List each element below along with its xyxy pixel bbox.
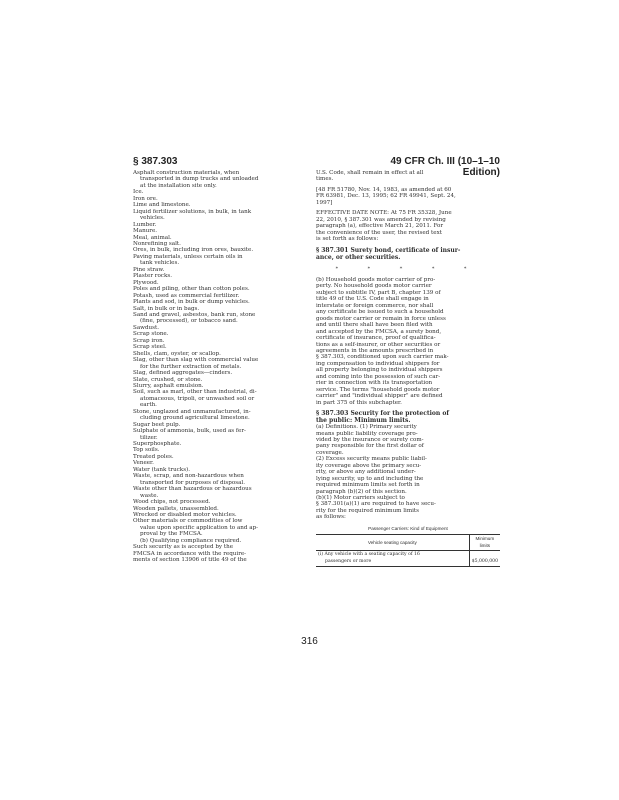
text-line: ity coverage above the primary secu-: [316, 462, 422, 469]
table-header-seating: Vehicle seating capacity: [316, 535, 469, 551]
list-item: Ice.: [133, 189, 144, 196]
heading-line: ance, or other securities.: [316, 253, 401, 261]
list-item: Stone, unglazed and unmanufactured, in-: [133, 408, 251, 415]
text-line: paragraph (b)(2) of this section.: [316, 488, 407, 495]
list-item: Treated poles.: [133, 453, 174, 460]
text-line: rier in connection with its transportation: [316, 380, 433, 387]
list-item: Other materials or commodities of low: [133, 518, 243, 525]
omission-stars: * * * * *: [335, 265, 481, 272]
running-title: 49 CFR Ch. III (10–1–10 Edition): [390, 156, 500, 178]
text-line: (b) Household goods motor carrier of pro-: [316, 276, 436, 283]
list-item: Plywood.: [133, 279, 159, 286]
list-item: Scrap steel.: [133, 344, 167, 351]
list-item: proval by the FMCSA.: [140, 531, 203, 538]
table-cell-seating-line2: passengers or more: [325, 558, 372, 564]
text-line: certificate of insurance, proof of qualifica-: [316, 335, 436, 342]
text-line: 22, 2010, § 387.301 was amended by revising: [316, 216, 446, 223]
list-item: (b) Qualifying compliance required.: [140, 537, 242, 544]
list-item: Plaster rocks.: [133, 273, 172, 280]
list-item: atomaceous, tripoli, or unwashed soil or: [140, 395, 255, 402]
list-item: FMCSA in accordance with the require-: [133, 550, 247, 557]
amendment-citation: [316, 187, 500, 206]
list-item: Wrecked or disabled motor vehicles.: [133, 512, 237, 519]
list-item: at the installation site only.: [140, 182, 217, 189]
text-line: any certificate be issued to such a household: [316, 309, 444, 316]
page-number: 316: [301, 636, 318, 647]
effective-date-note: [316, 210, 500, 242]
definitions-paragraph: [316, 424, 500, 521]
list-item: Scrap iron.: [133, 337, 165, 344]
text-line: subject to subtitle IV, part B, chapter 139 of: [316, 289, 441, 296]
list-item: transported for purposes of disposal.: [140, 479, 245, 486]
text-line: service. The terms "household goods motor: [316, 386, 440, 393]
list-item: Superphosphate.: [133, 441, 182, 448]
list-item: Veneer.: [133, 460, 154, 467]
left-column: [133, 170, 305, 564]
text-line: times.: [316, 176, 334, 183]
text-line: [48 FR 51780, Nov. 14, 1983, as amended at 60: [316, 186, 452, 193]
table-row: [316, 551, 500, 567]
text-line: and coming into the possession of such car-: [316, 373, 441, 380]
text-line: required minimum limits set forth in: [316, 482, 420, 489]
list-item: cluding ground agricultural limestone.: [140, 415, 250, 422]
list-item: Poles and piling, other than cotton poles.: [133, 286, 250, 293]
list-item: Iron ore.: [133, 195, 158, 202]
text-line: the convenience of the user, the revised text: [316, 229, 442, 236]
list-item: tilizer.: [140, 434, 158, 441]
list-item: earth.: [140, 402, 157, 409]
table-header-limits: Minimum limits: [469, 535, 500, 551]
list-item: vehicles.: [140, 215, 165, 222]
text-line: means public liability coverage pro-: [316, 430, 418, 437]
list-item: Liquid fertilizer solutions, in bulk, in tank: [133, 208, 252, 215]
list-item: Salt, in bulk or in bags.: [133, 305, 200, 312]
list-item: Manure.: [133, 228, 158, 235]
text-line: is set forth as follows:: [316, 236, 379, 243]
text-line: vided by the insurance or surety com-: [316, 436, 424, 443]
text-line: rity for the required minimum limits: [316, 507, 420, 514]
list-item: (fine, processed), or tobacco sand.: [140, 318, 238, 325]
text-line: carrier" and "individual shipper" are defined: [316, 393, 443, 400]
list-item: Slurry, asphalt emulsion.: [133, 382, 204, 389]
text-line: § 387.303, conditioned upon such carrier mak-: [316, 354, 449, 361]
table-cell-seating-line1: (i) Any vehicle with a seating capacity of 16: [318, 552, 420, 558]
text-line: pany responsible for the first dollar of: [316, 443, 424, 450]
text-line: tions as a self-insurer, or other securities or: [316, 341, 441, 348]
text-line: goods motor carrier or remain in force unless: [316, 315, 446, 322]
list-item: tank vehicles.: [140, 260, 180, 267]
list-item: Paving materials, unless certain oils in: [133, 253, 243, 260]
table-caption: Passenger Carriers: Kind of Equipment: [368, 525, 448, 531]
text-line: interstate or foreign commerce, nor shall: [316, 302, 434, 309]
text-line: ing compensation to individual shippers for: [316, 360, 440, 367]
minimum-limits-table: [316, 525, 500, 567]
list-item: Waste other than hazardous or hazardous: [133, 486, 252, 493]
list-item: transported in dump trucks and unloaded: [140, 176, 259, 183]
heading-line: § 387.301 Surety bond, certificate of insur-: [316, 246, 461, 254]
list-item: Wood chips, not processed.: [133, 499, 211, 506]
household-goods-paragraph: [316, 277, 500, 406]
text-line: agreements in the amounts prescribed in: [316, 347, 434, 354]
text-line: rity, or above any additional under-: [316, 469, 416, 476]
table-cell-seating: [316, 551, 469, 567]
list-item: Ores, in bulk, including iron ores, bauxite.: [133, 247, 254, 254]
list-item: Slag, other than slag with commercial value: [133, 357, 259, 364]
list-item: Top soils.: [133, 447, 160, 454]
list-item: Such security as is accepted by the: [133, 544, 234, 551]
list-item: waste.: [140, 492, 159, 499]
text-line: lying security, up to and including the: [316, 475, 424, 482]
text-line: paragraph (a), effective March 21, 2011. For: [316, 223, 444, 230]
list-item: Plants and sod, in bulk or dump vehicles.: [133, 299, 250, 306]
list-item: Sand and gravel, asbestos, bank run, stone: [133, 311, 256, 318]
list-item: Lumber.: [133, 221, 157, 228]
text-line: § 387.301(a)(1) are required to have secu-: [316, 501, 436, 508]
text-line: as follows:: [316, 514, 346, 521]
right-column: [316, 170, 500, 567]
table-cell-limit: $5,000,000: [469, 551, 500, 567]
list-item: Shells, clam, oyster, or scallop.: [133, 350, 221, 357]
text-line: coverage.: [316, 449, 344, 456]
text-line: FR 63981, Dec. 13, 1995; 62 FR 49941, Sept. 24,: [316, 193, 456, 200]
section-heading-387-301: [316, 247, 500, 261]
continuation-paragraph: [316, 170, 500, 183]
heading-line: the public: Minimum limits.: [316, 417, 411, 425]
list-item: Soil, such as marl, other than industrial, di-: [133, 389, 257, 396]
list-item: Asphalt construction materials, when: [133, 170, 240, 176]
list-item: ments of section 13906 of title 49 of the: [133, 557, 247, 564]
text-line: (a) Definitions. (1) Primary security: [316, 424, 417, 431]
text-line: in part 375 of this subchapter.: [316, 399, 402, 406]
list-item: Lime and limestone.: [133, 202, 191, 209]
list-item: for the further extraction of metals.: [140, 363, 242, 370]
text-line: 1997]: [316, 199, 333, 206]
list-item: Scrap stone.: [133, 331, 169, 338]
list-item: Potash, used as commercial fertilizer.: [133, 292, 240, 299]
text-line: title 49 of the U.S. Code shall engage in: [316, 296, 429, 303]
list-item: Wooden pallets, unassembled.: [133, 505, 219, 512]
list-item: Slate, crushed, or stone.: [133, 376, 203, 383]
list-item: Pine straw.: [133, 266, 165, 273]
list-item: Water (tank trucks).: [133, 466, 191, 473]
section-header: § 387.303: [133, 156, 178, 167]
list-item: Sugar beet pulp.: [133, 421, 181, 428]
list-item: Waste, scrap, and non-hazardous when: [133, 473, 244, 480]
list-item: Meal, animal.: [133, 234, 172, 241]
text-line: U.S. Code, shall remain in effect at all: [316, 170, 424, 176]
text-line: and accepted by the FMCSA, a surety bond,: [316, 328, 442, 335]
text-line: all property belonging to individual shippers: [316, 367, 443, 374]
list-item: Sulphate of ammonia, bulk, used as fer-: [133, 428, 246, 435]
list-item: Slag, defined aggregates—cinders.: [133, 370, 233, 377]
text-line: (b)(1) Motor carriers subject to: [316, 495, 405, 502]
list-item: Sawdust.: [133, 324, 160, 331]
text-line: perty. No household goods motor carrier: [316, 283, 432, 290]
list-item: value upon specific application to and ap-: [140, 524, 259, 531]
text-line: (2) Excess security means public liabil-: [316, 456, 427, 463]
text-line: and until there shall have been filed with: [316, 322, 433, 329]
text-line: EFFECTIVE DATE NOTE: At 75 FR 35328, June: [316, 210, 452, 217]
list-item: Nonrefining salt.: [133, 240, 181, 247]
heading-line: § 387.303 Security for the protection of: [316, 410, 449, 418]
section-heading-387-303: [316, 410, 500, 424]
